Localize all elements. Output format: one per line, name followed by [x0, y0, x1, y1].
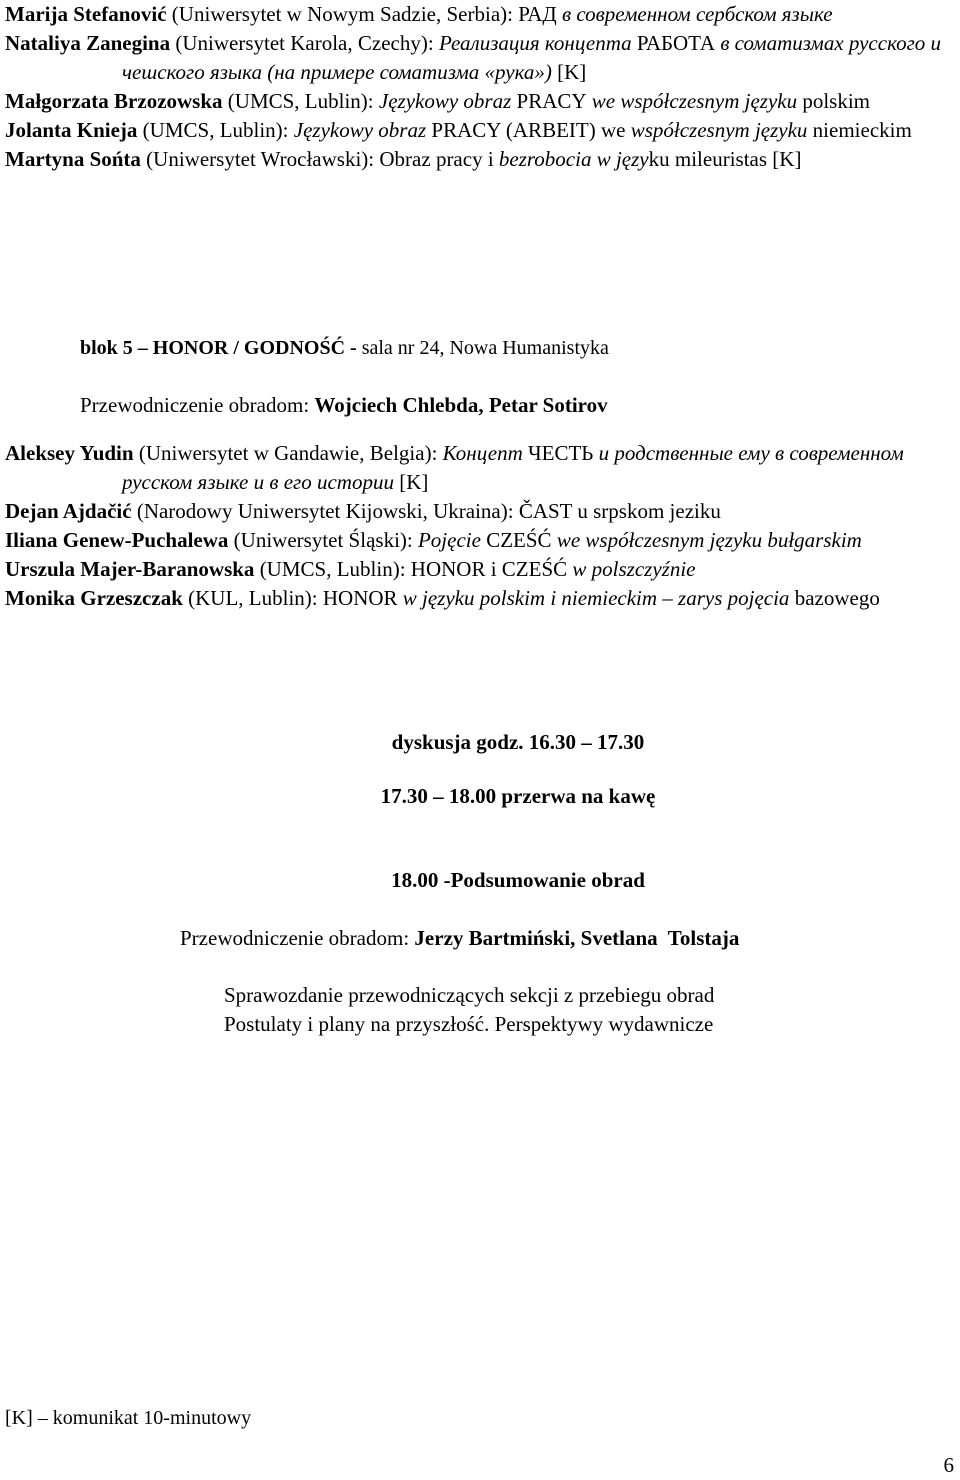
speaker-name: Urszula Majer-Baranowska: [5, 557, 255, 581]
block-5-heading: [80, 334, 609, 363]
talk-title: w polszczyźnie: [567, 557, 696, 581]
talk-title: и родственные ему в современном русском языке и в его истории: [122, 441, 904, 494]
talk-keyword: РАД: [518, 2, 557, 26]
speaker-affiliation: (KUL, Lublin):: [182, 586, 323, 610]
speaker-affiliation: (Uniwersytet Karola, Czechy):: [170, 31, 439, 55]
speaker-affiliation: (UMCS, Lublin):: [222, 89, 379, 113]
short-talk-marker: [K]: [551, 60, 587, 84]
speaker-name: Martyna Sońta: [5, 147, 141, 171]
speaker-name: Iliana Genew-Puchalewa: [5, 528, 229, 552]
talk-title: Obraz pracy i: [379, 147, 499, 171]
discussion-time: dyskusja godz. 16.30 – 17.30: [391, 730, 645, 754]
speaker-name: Dejan Ajdačić: [5, 499, 132, 523]
speaker-name: Monika Grzeszczak: [5, 586, 183, 610]
entry-sonta: [5, 145, 955, 174]
entry-knieja: [5, 116, 955, 145]
speaker-affiliation: (Uniwersytet Śląski):: [228, 528, 418, 552]
speaker-name: Jolanta Knieja: [5, 118, 138, 142]
report-line: Sprawozdanie przewodniczących sekcji z przebiegu obrad: [224, 983, 715, 1007]
chair-label: Przewodniczenie obradom:: [180, 926, 415, 950]
talk-keyword: PRACY: [516, 89, 587, 113]
speaker-affiliation: (Uniwersytet w Gandawie, Belgia):: [133, 441, 443, 465]
speaker-name: Aleksey Yudin: [5, 441, 134, 465]
talk-title: Pojęcie: [417, 528, 487, 552]
summary-chair: [180, 924, 739, 953]
speaker-affiliation: (Narodowy Uniwersytet Kijowski, Ukraina):: [131, 499, 519, 523]
entry-genew-puchalewa: [5, 526, 955, 555]
short-talk-marker: [K]: [767, 147, 802, 171]
entry-zanegina: [5, 29, 955, 87]
talk-title: в современном сербском языке: [556, 2, 833, 26]
talk-title: polskim: [797, 89, 871, 113]
page-number: 6: [943, 1453, 954, 1477]
block-4-entries: [5, 0, 955, 174]
talk-keyword: РАБОТА: [636, 31, 716, 55]
speaker-affiliation: (UMCS, Lublin):: [254, 557, 411, 581]
talk-title: we współczesnym języku bułgarskim: [551, 528, 862, 552]
entry-majer-baranowska: [5, 555, 955, 584]
speaker-name: Małgorzata Brzozowska: [5, 89, 223, 113]
entry-ajdacic: [5, 497, 955, 526]
entry-brzozowska: [5, 87, 955, 116]
short-talk-marker: [K]: [393, 470, 429, 494]
talk-title: niemieckim: [807, 118, 912, 142]
chair-names: Jerzy Bartmiński, Svetlana Tolstaja: [414, 926, 740, 950]
talk-keyword: PRACY (ARBEIT) we: [431, 118, 631, 142]
summary-session: 18.00 -Podsumowanie obrad: [391, 868, 645, 892]
talk-keyword: HONOR: [322, 586, 398, 610]
block-location: sala nr 24, Nowa Humanistyka: [361, 337, 609, 359]
block-5-chair: [80, 391, 608, 420]
speaker-name: Nataliya Zanegina: [5, 31, 171, 55]
block-title: blok 5 – HONOR / GODNOŚĆ -: [80, 337, 362, 359]
speaker-affiliation: (UMCS, Lublin):: [137, 118, 294, 142]
speaker-affiliation: (Uniwersytet w Nowym Sadzie, Serbia):: [166, 2, 519, 26]
chair-label: Przewodniczenie obradom:: [80, 393, 315, 417]
entry-yudin: [5, 439, 955, 497]
talk-title: we współczesnym języku: [586, 89, 798, 113]
talk-title: ČAST u srpskom jeziku: [518, 499, 721, 523]
talk-title: Концепт: [442, 441, 528, 465]
entry-stefanovic: [5, 0, 955, 29]
talk-title: Językowy obraz: [378, 89, 517, 113]
speaker-affiliation: (Uniwersytet Wrocławski):: [140, 147, 380, 171]
talk-keyword: CZEŚĆ: [486, 528, 552, 552]
postulates-line: Postulaty i plany na przyszłość. Perspektywy wydawnicze: [224, 1012, 714, 1036]
talk-title: bezrobocia w języ: [498, 147, 649, 171]
entry-grzeszczak: [5, 584, 955, 613]
coffee-break: 17.30 – 18.00 przerwa na kawę: [380, 784, 656, 808]
talk-title: в соматизмах русского и чешского языка (на примере соматизма «рука»): [122, 31, 942, 84]
talk-title: współczesnym języku: [630, 118, 808, 142]
block-5-entries: [5, 439, 955, 613]
talk-title: bazowego: [789, 586, 880, 610]
talk-keyword: ЧЕСТЬ: [527, 441, 594, 465]
talk-title: w języku polskim i niemieckim – zarys pojęcia: [397, 586, 790, 610]
talk-title: ku mileuristas: [648, 147, 768, 171]
chair-names: Wojciech Chlebda, Petar Sotirov: [314, 393, 608, 417]
talk-title: Językowy obraz: [293, 118, 432, 142]
speaker-name: Marija Stefanović: [5, 2, 167, 26]
talk-keyword: HONOR i CZEŚĆ: [410, 557, 568, 581]
talk-title: Реализация концепта: [438, 31, 637, 55]
footnote: [K] – komunikat 10-minutowy: [5, 1407, 252, 1429]
